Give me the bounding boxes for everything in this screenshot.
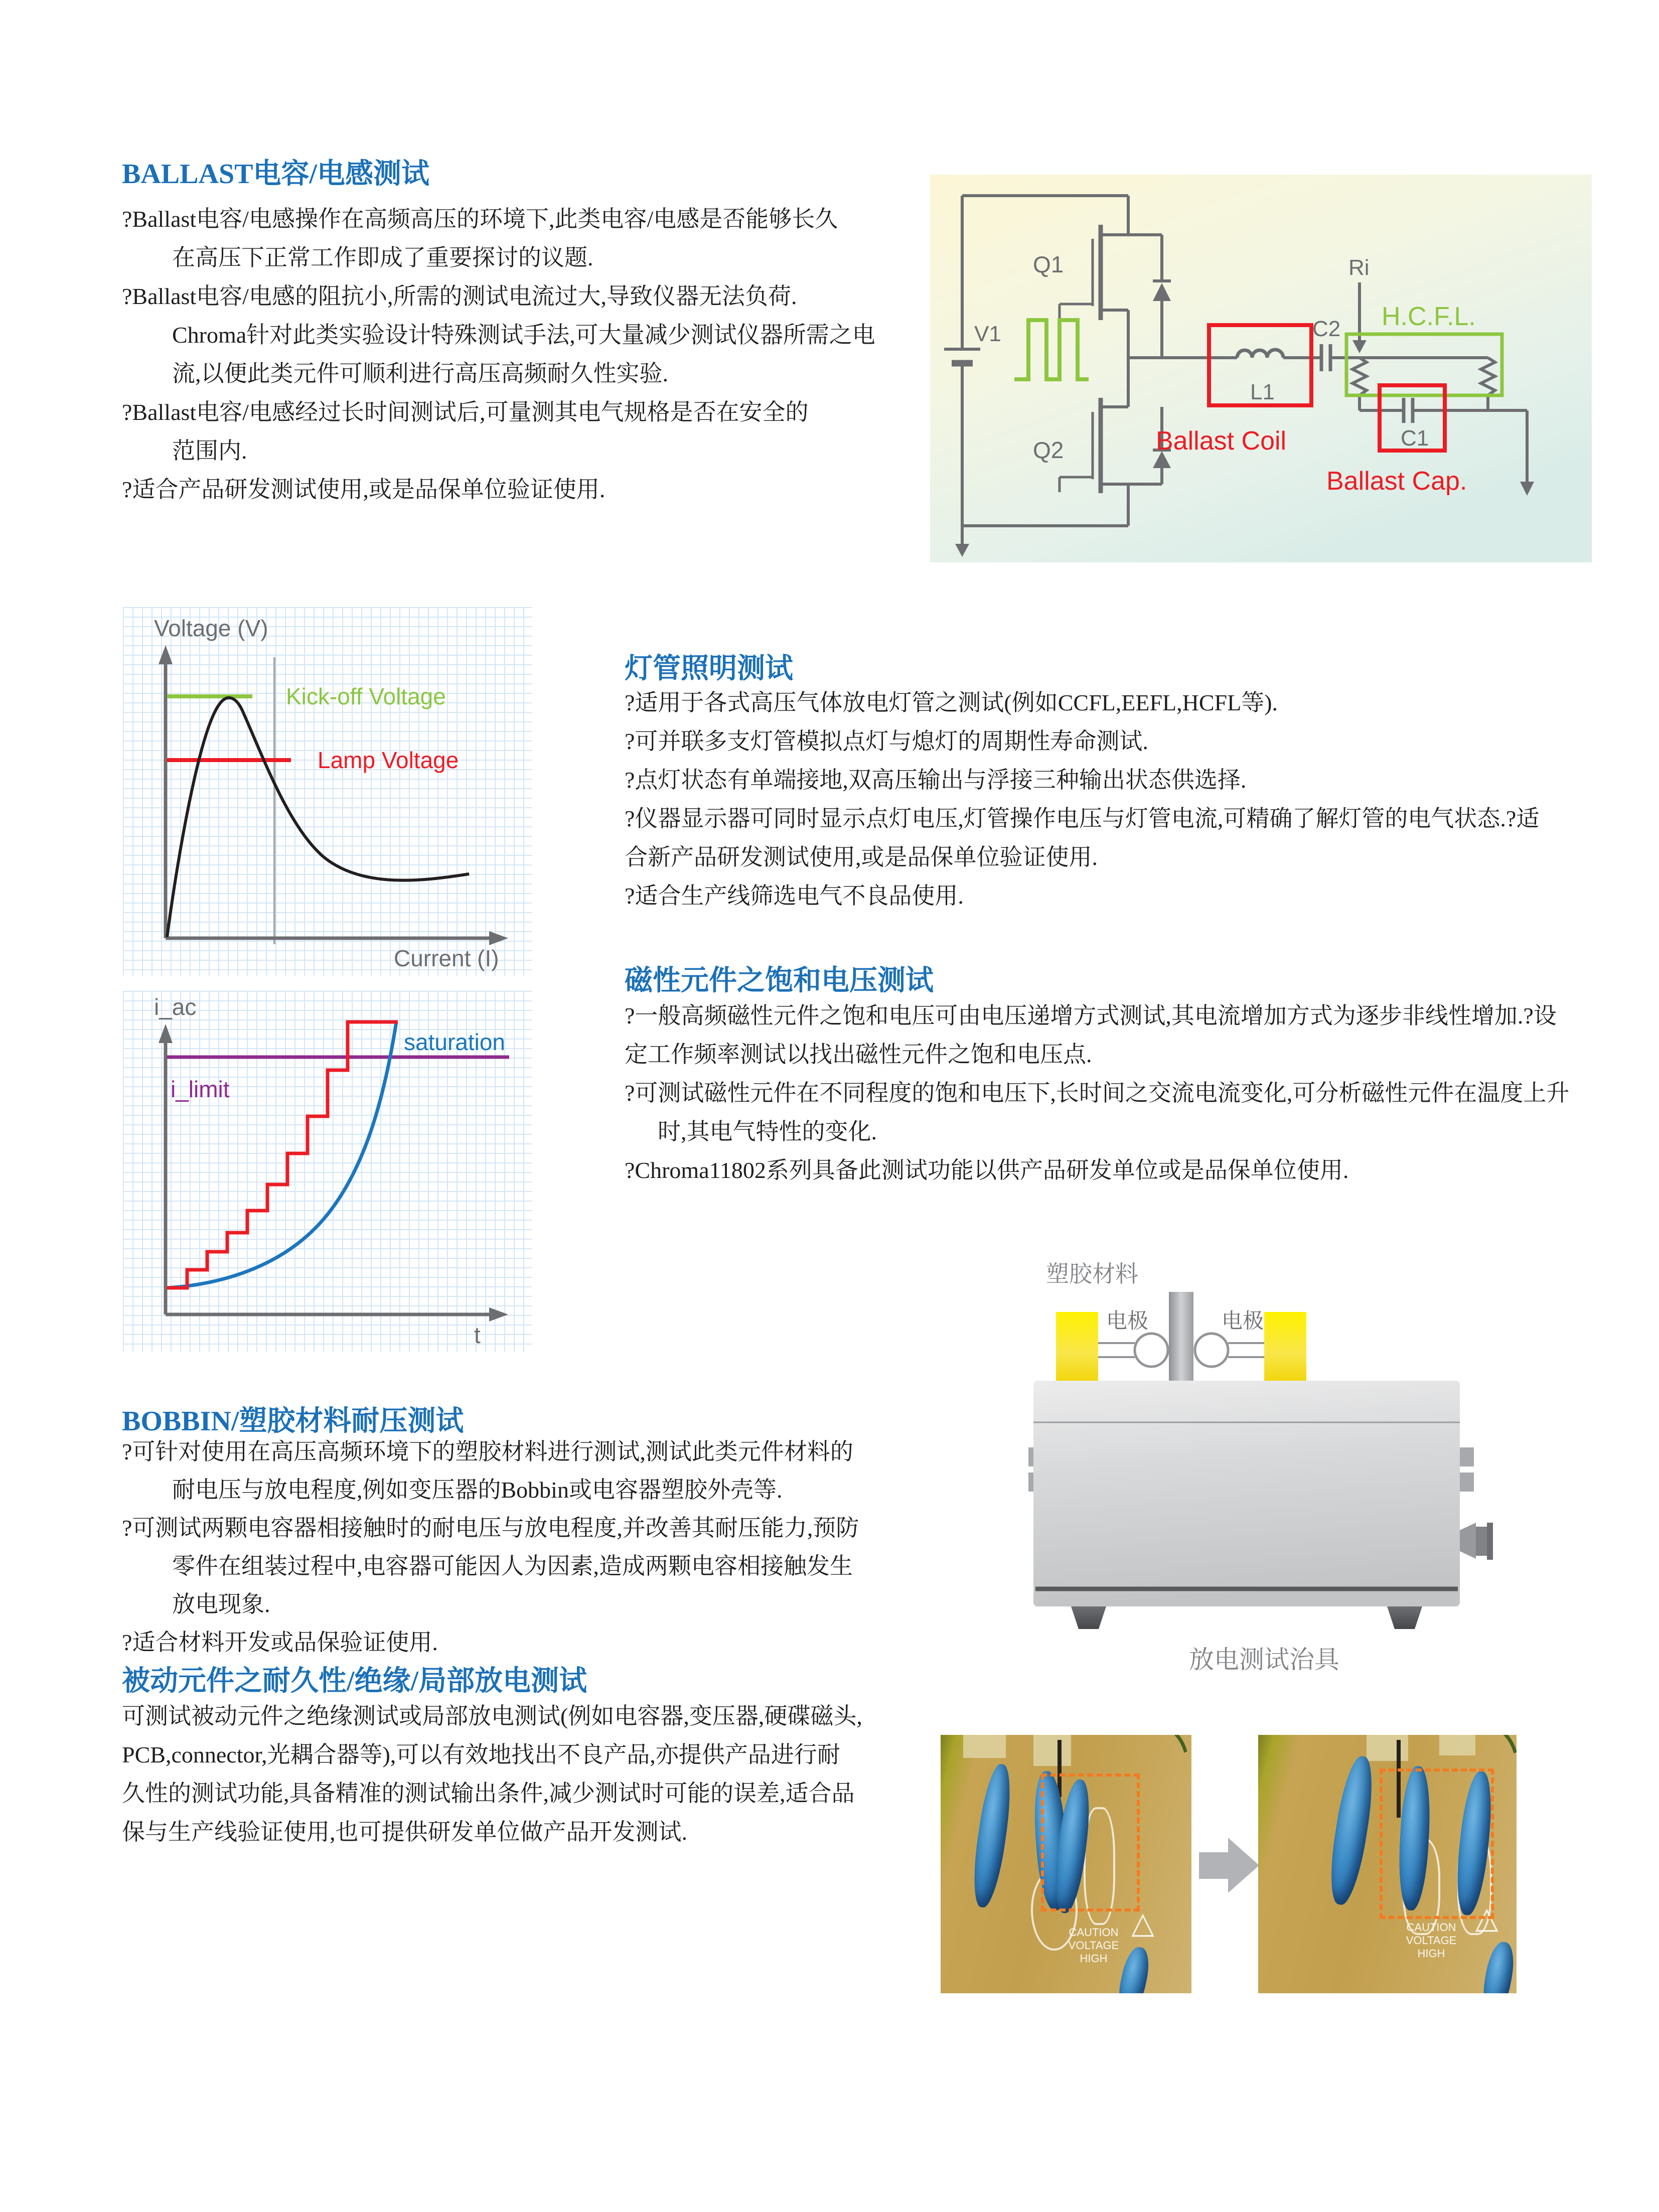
text-line: 范围内. — [172, 438, 247, 464]
fixture-foot-right — [1387, 1606, 1422, 1629]
bobbin-section-text — [122, 1433, 925, 1662]
fixture-chassis — [1033, 1381, 1460, 1606]
text-line: Chroma针对此类实验设计特殊测试手法,可大量减少测试仪器所需之电 — [172, 322, 875, 348]
warning-triangle-icon: △ — [1475, 1900, 1498, 1936]
saturation-label: saturation — [404, 1029, 506, 1055]
text-line: ?Ballast电容/电感的阻抗小,所需的测试电流过大,导致仪器无法负荷. — [122, 283, 797, 309]
label-ballast-coil: Ballast Coil — [1156, 426, 1287, 456]
label-q1: Q1 — [1033, 251, 1064, 277]
highlight-dashed-box — [1380, 1768, 1494, 1919]
lamp-section-title: 灯管照明测试 — [625, 653, 793, 684]
passive-section-title: 被动元件之耐久性/绝缘/局部放电测试 — [122, 1666, 587, 1697]
ballast-section-title: BALLAST电容/电感测试 — [122, 159, 429, 190]
label-ri: Ri — [1348, 255, 1370, 280]
text-line: ?适合材料开发或品保验证使用. — [122, 1630, 438, 1655]
text-line: ?适合生产线筛选电气不良品使用. — [625, 883, 964, 909]
text-line: 时,其电气特性的变化. — [658, 1119, 877, 1144]
kickoff-voltage-label: Kick-off Voltage — [286, 683, 446, 709]
capacitor-blue — [1324, 1754, 1379, 1907]
ballast-circuit-diagram — [930, 175, 1592, 562]
bobbin-section-title: BOBBIN/塑胶材料耐压测试 — [122, 1406, 464, 1437]
plastic-sample-right — [1264, 1312, 1306, 1381]
text-line: PCB,connector,光耦合器等),可以有效地找出不良产品,亦提供产品进行耐 — [122, 1742, 840, 1767]
text-line: 保与生产线验证使用,也可提供研发单位做产品开发测试. — [122, 1819, 687, 1845]
y-axis-label: i_ac — [154, 994, 197, 1020]
electrode-label-left: 电极 — [1106, 1309, 1149, 1333]
text-line: 久性的测试功能,具备精准的测试输出条件,减少测试时可能的误差,适合品 — [122, 1781, 855, 1806]
electrode-ball-left — [1135, 1334, 1168, 1367]
label-c2: C2 — [1312, 317, 1341, 341]
fixture-caption: 放电测试治具 — [1189, 1646, 1339, 1674]
text-line: ?可测试磁性元件在不同程度的饱和电压下,长时间之交流电流变化,可分析磁性元件在温度上升 — [625, 1080, 1570, 1106]
text-line: ?Ballast电容/电感操作在高频高压的环境下,此类电容/电感是否能够长久 — [122, 206, 838, 232]
text-line: 放电现象. — [172, 1591, 270, 1617]
transition-arrow-icon — [1228, 1838, 1259, 1893]
text-line: ?可针对使用在高压高频环境下的塑胶材料进行测试,测试此类元件材料的 — [122, 1439, 853, 1464]
caution-silkscreen-text: CAUTION VOLTAGE HIGH — [1068, 1926, 1119, 1965]
connector-block — [1367, 1735, 1408, 1761]
label-v1: V1 — [974, 322, 1001, 346]
lamp-vi-chart — [123, 607, 532, 976]
text-line: ?仪器显示器可同时显示点灯电压,灯管操作电压与灯管电流,可精确了解灯管的电气状态.?适 — [625, 806, 1540, 831]
transition-arrow-shaft — [1199, 1852, 1228, 1879]
text-line: 合新产品研发测试使用,或是品保单位验证使用. — [625, 844, 1098, 870]
text-line: ?Chroma11802系列具备此测试功能以供产品研发单位或是品保单位使用. — [625, 1157, 1349, 1183]
text-line: ?适用于各式高压气体放电灯管之测试(例如CCFL,EEFL,HCFL等). — [625, 690, 1278, 715]
electrode-ball-right — [1195, 1334, 1228, 1367]
vi-curve — [167, 698, 469, 937]
caution-silkscreen-text: CAUTION VOLTAGE HIGH — [1406, 1921, 1457, 1960]
discharge-fixture-illustration — [1028, 1252, 1497, 1683]
saturation-curve — [167, 1022, 396, 1288]
lamp-voltage-label: Lamp Voltage — [318, 747, 459, 773]
text-line: 流,以便此类元件可顺利进行高压高频耐久性实验. — [172, 361, 668, 386]
x-axis-arrow — [489, 931, 508, 945]
text-line: ?可并联多支灯管模拟点灯与熄灯的周期性寿命测试. — [625, 728, 1148, 754]
text-line: ?Ballast电容/电感经过长时间测试后,可量测其电气规格是否在安全的 — [122, 399, 809, 425]
y-axis-arrow — [159, 1024, 173, 1043]
x-axis-label: Current (I) — [394, 945, 499, 971]
label-hcfl: H.C.F.L. — [1382, 302, 1476, 331]
pcb-photo-after — [1258, 1735, 1517, 1993]
text-line: 定工作频率测试以找出磁性元件之饱和电压点. — [625, 1042, 1092, 1067]
center-post — [1169, 1292, 1193, 1381]
x-axis-label: t — [474, 1322, 481, 1348]
capacitor-blue — [1479, 1940, 1517, 1993]
capacitor-blue — [968, 1762, 1016, 1909]
text-line: ?适合产品研发测试使用,或是品保单位验证使用. — [122, 477, 606, 502]
text-line: 可测试被动元件之绝缘测试或局部放电测试(例如电容器,变压器,硬碟磁头, — [122, 1703, 862, 1729]
fixture-foot-left — [1071, 1606, 1106, 1629]
plastic-sample-left — [1056, 1312, 1098, 1381]
magnetic-section-text — [625, 996, 1578, 1190]
y-axis-arrow — [159, 645, 173, 664]
connector-block — [963, 1735, 1006, 1758]
side-knob — [1460, 1523, 1476, 1559]
saturation-chart — [123, 991, 532, 1352]
text-line: 在高压下正常工作即成了重要探讨的议题. — [172, 245, 593, 270]
y-axis-label: Voltage (V) — [154, 615, 268, 641]
text-line: ?点灯状态有单端接地,双高压输出与浮接三种输出状态供选择. — [625, 767, 1247, 793]
text-line: ?可测试两颗电容器相接触时的耐电压与放电程度,并改善其耐压能力,预防 — [122, 1515, 859, 1541]
electrode-label-right: 电极 — [1222, 1309, 1264, 1333]
label-c1: C1 — [1401, 426, 1429, 451]
connector-block — [1033, 1735, 1071, 1766]
x-axis-arrow — [489, 1307, 508, 1321]
highlight-dashed-box — [1041, 1774, 1140, 1911]
text-line: 零件在组装过程中,电容器可能因人为因素,造成两颗电容相接触发生 — [172, 1553, 853, 1579]
text-line: 耐电压与放电程度,例如变压器的Bobbin或电容器塑胶外壳等. — [172, 1477, 783, 1503]
ballast-section-text — [122, 200, 925, 509]
plastic-material-label: 塑胶材料 — [1046, 1261, 1138, 1287]
lamp-section-text — [625, 683, 1578, 915]
label-l1: L1 — [1250, 380, 1275, 404]
warning-triangle-icon: △ — [1131, 1905, 1155, 1941]
pcb-photo-before — [941, 1735, 1191, 1993]
passive-section-text — [122, 1697, 950, 1851]
i-limit-label: i_limit — [171, 1076, 230, 1102]
label-ballast-cap: Ballast Cap. — [1326, 467, 1467, 496]
magnetic-section-title: 磁性元件之饱和电压测试 — [625, 965, 934, 996]
text-line: ?一般高频磁性元件之饱和电压可由电压递增方式测试,其电流增加方式为逐步非线性增加.?设 — [625, 1003, 1557, 1028]
label-q2: Q2 — [1033, 437, 1064, 463]
